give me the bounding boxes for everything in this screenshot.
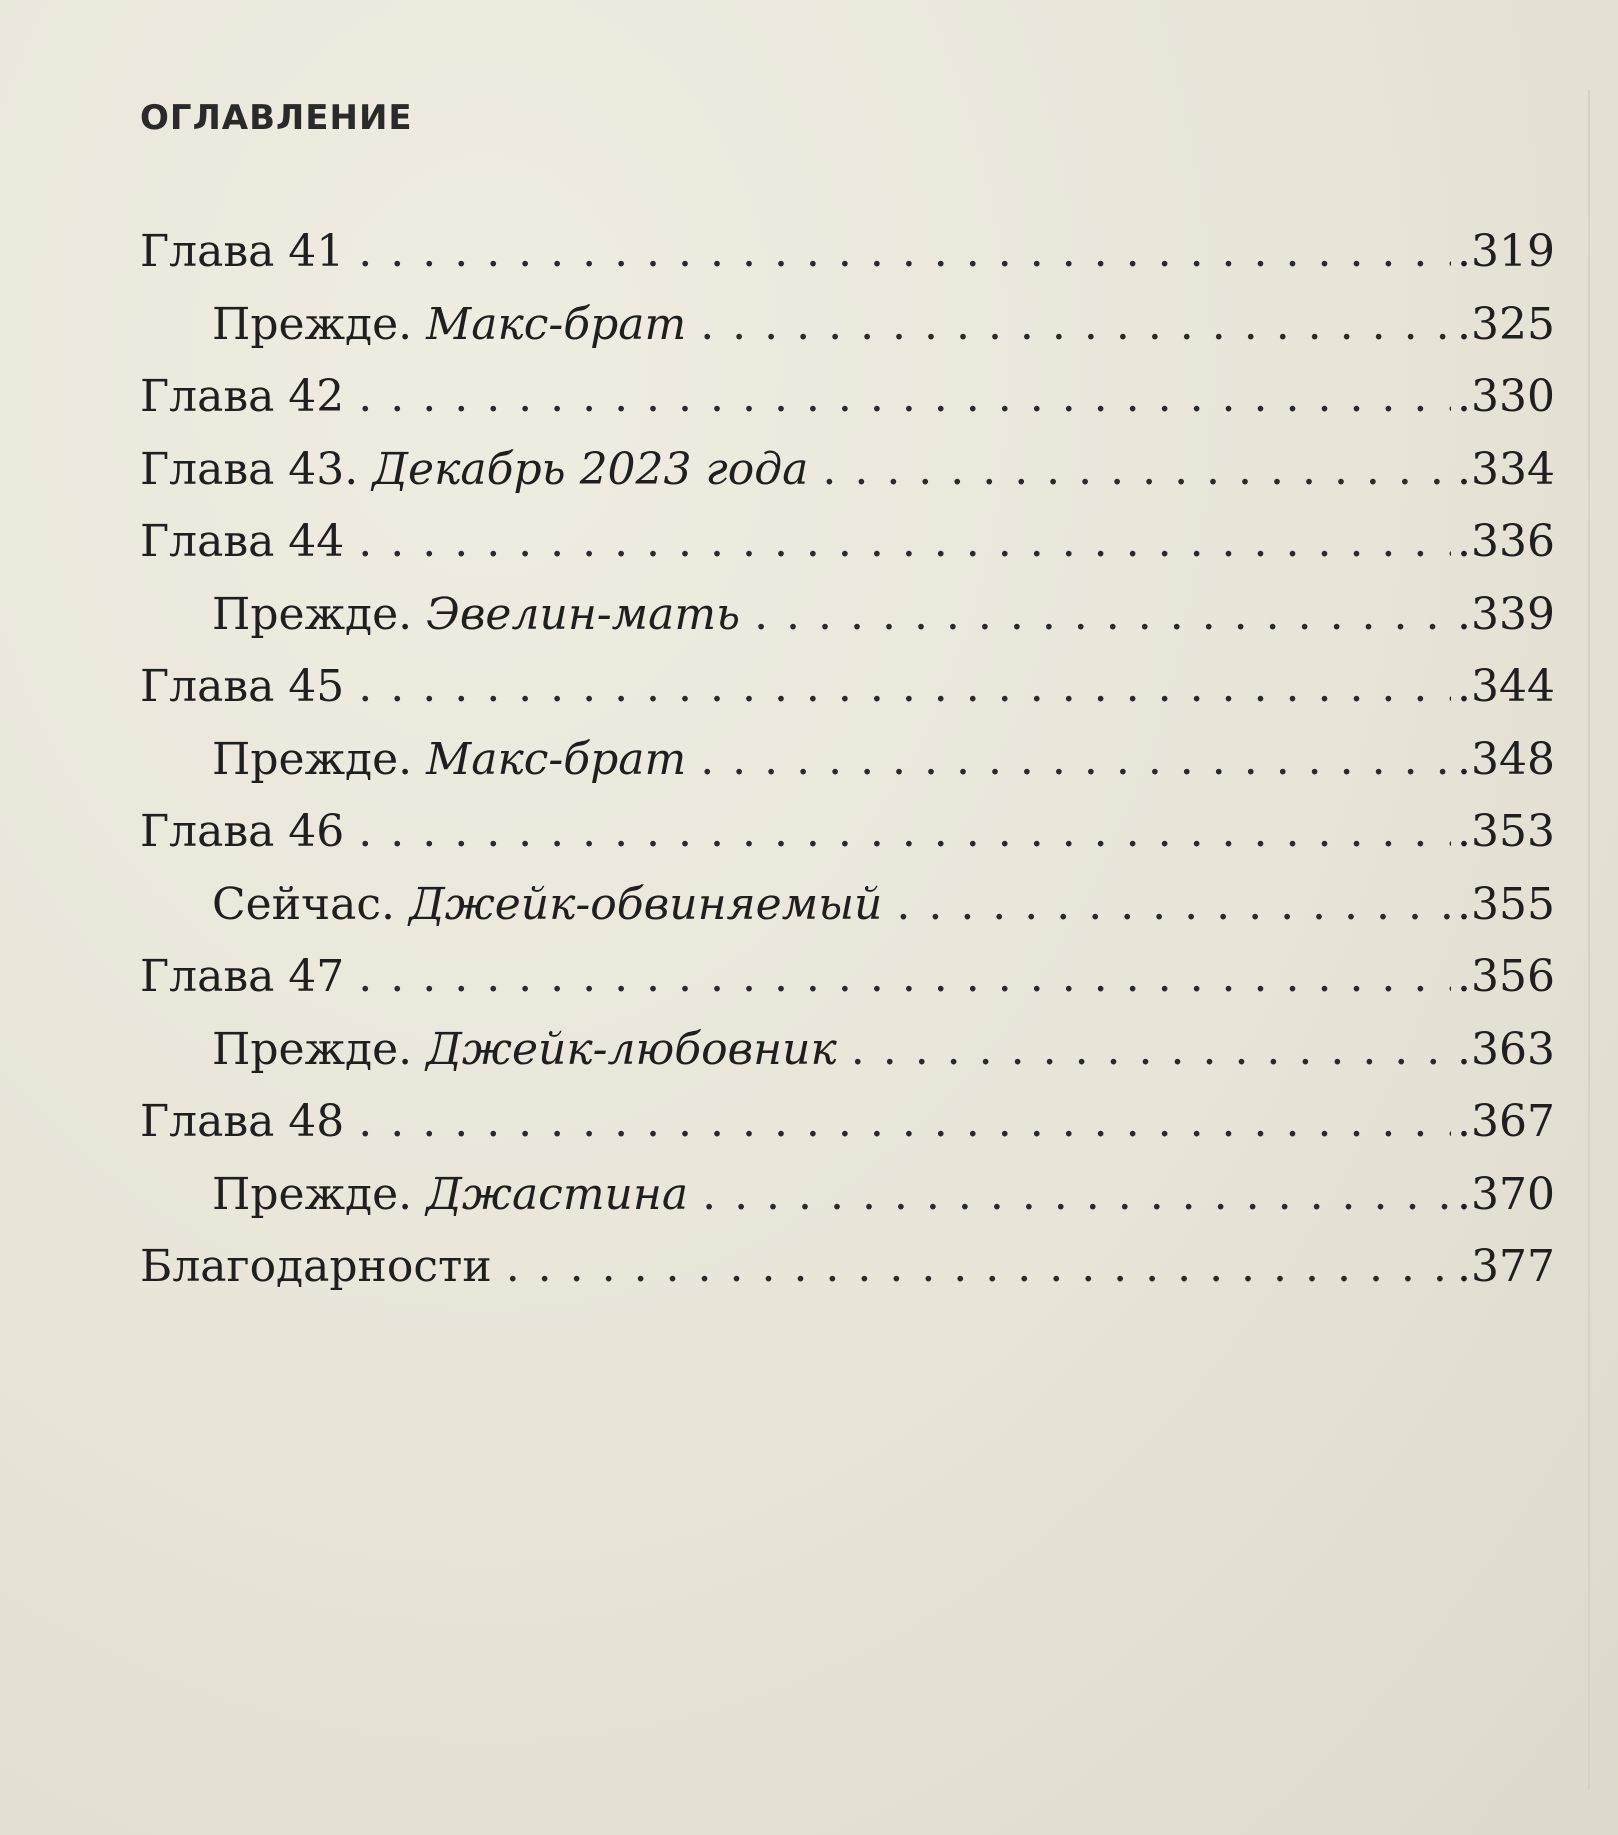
toc-entry-label	[140, 651, 344, 724]
entry-plain-text: Глава 45	[140, 661, 345, 712]
page-number: .355	[1457, 878, 1555, 930]
entry-italic-text: Декабрь 2023 года	[372, 443, 809, 495]
page-number: .344	[1457, 661, 1555, 712]
entry-plain-text: Благодарности	[140, 1241, 492, 1292]
page-number: .356	[1457, 951, 1555, 1002]
entry-italic-text: Джастина	[426, 1168, 689, 1220]
toc-entry-label	[140, 1231, 492, 1304]
dot-leader	[700, 724, 1451, 797]
toc-entry-7	[140, 724, 1555, 797]
toc-entry-14	[140, 1231, 1555, 1304]
dot-leader	[896, 869, 1451, 942]
entry-plain-text: Глава 44	[140, 516, 345, 567]
toc-entry-1	[140, 289, 1555, 362]
page-edge	[1588, 90, 1590, 1790]
page-number: .334	[1457, 443, 1555, 495]
entry-plain-text: Глава 48	[140, 1096, 345, 1147]
entry-italic-text: Джейк-любовник	[426, 1023, 837, 1075]
toc-entry-label	[140, 1014, 837, 1087]
page-number: .319	[1457, 226, 1555, 277]
dot-leader	[754, 579, 1451, 652]
entry-italic-text: Эвелин-мать	[426, 588, 741, 640]
dot-leader	[700, 289, 1451, 362]
entry-plain-text: Глава 46	[140, 806, 345, 857]
toc-entry-label	[140, 796, 344, 869]
entry-plain-text: Глава 47	[140, 951, 345, 1002]
entry-italic-text: Макс-брат	[426, 733, 687, 785]
toc-entry-label	[140, 869, 882, 942]
dot-leader	[358, 796, 1451, 869]
entry-plain-text: Глава 43.	[140, 443, 373, 495]
entry-plain-text: Прежде.	[212, 1168, 427, 1220]
toc-entry-8	[140, 796, 1555, 869]
toc-entry-5	[140, 579, 1555, 652]
table-of-contents	[140, 216, 1555, 1304]
page-number: .353	[1457, 806, 1555, 857]
toc-entry-label	[140, 434, 808, 507]
entry-italic-text: Макс-брат	[426, 298, 687, 350]
entry-plain-text: Сейчас.	[212, 878, 409, 930]
toc-entry-label	[140, 216, 344, 289]
toc-entry-10	[140, 941, 1555, 1014]
page-number: .377	[1457, 1241, 1555, 1292]
entry-italic-text: Джейк-обвиняемый	[408, 878, 883, 930]
toc-entry-label	[140, 579, 740, 652]
toc-entry-label	[140, 941, 344, 1014]
toc-entry-3	[140, 434, 1555, 507]
page-number: .336	[1457, 516, 1555, 567]
toc-entry-label	[140, 1159, 688, 1232]
toc-entry-12	[140, 1086, 1555, 1159]
dot-leader	[358, 361, 1451, 434]
page-number: .330	[1457, 371, 1555, 422]
toc-entry-13	[140, 1159, 1555, 1232]
entry-plain-text: Прежде.	[212, 1023, 427, 1075]
dot-leader	[702, 1159, 1451, 1232]
toc-entry-9	[140, 869, 1555, 942]
dot-leader	[358, 216, 1451, 289]
toc-heading: ОГЛАВЛЕНИЕ	[140, 98, 413, 138]
dot-leader	[358, 941, 1451, 1014]
toc-entry-2	[140, 361, 1555, 434]
page-number: .348	[1457, 733, 1555, 785]
page-number: .339	[1457, 588, 1555, 640]
toc-entry-11	[140, 1014, 1555, 1087]
entry-plain-text: Прежде.	[212, 733, 427, 785]
entry-plain-text: Глава 42	[140, 371, 345, 422]
dot-leader	[822, 434, 1451, 507]
toc-entry-0	[140, 216, 1555, 289]
toc-entry-label	[140, 1086, 344, 1159]
page-number: .363	[1457, 1023, 1555, 1075]
toc-entry-label	[140, 506, 344, 579]
page-number: .370	[1457, 1168, 1555, 1220]
page-number: .325	[1457, 298, 1555, 350]
dot-leader	[506, 1231, 1451, 1304]
dot-leader	[358, 651, 1451, 724]
dot-leader	[851, 1014, 1451, 1087]
dot-leader	[358, 1086, 1451, 1159]
toc-entry-label	[140, 361, 344, 434]
toc-entry-6	[140, 651, 1555, 724]
toc-entry-label	[140, 724, 686, 797]
entry-plain-text: Глава 41	[140, 226, 345, 277]
toc-entry-4	[140, 506, 1555, 579]
page-number: .367	[1457, 1096, 1555, 1147]
entry-plain-text: Прежде.	[212, 588, 427, 640]
entry-plain-text: Прежде.	[212, 298, 427, 350]
dot-leader	[358, 506, 1451, 579]
toc-entry-label	[140, 289, 686, 362]
